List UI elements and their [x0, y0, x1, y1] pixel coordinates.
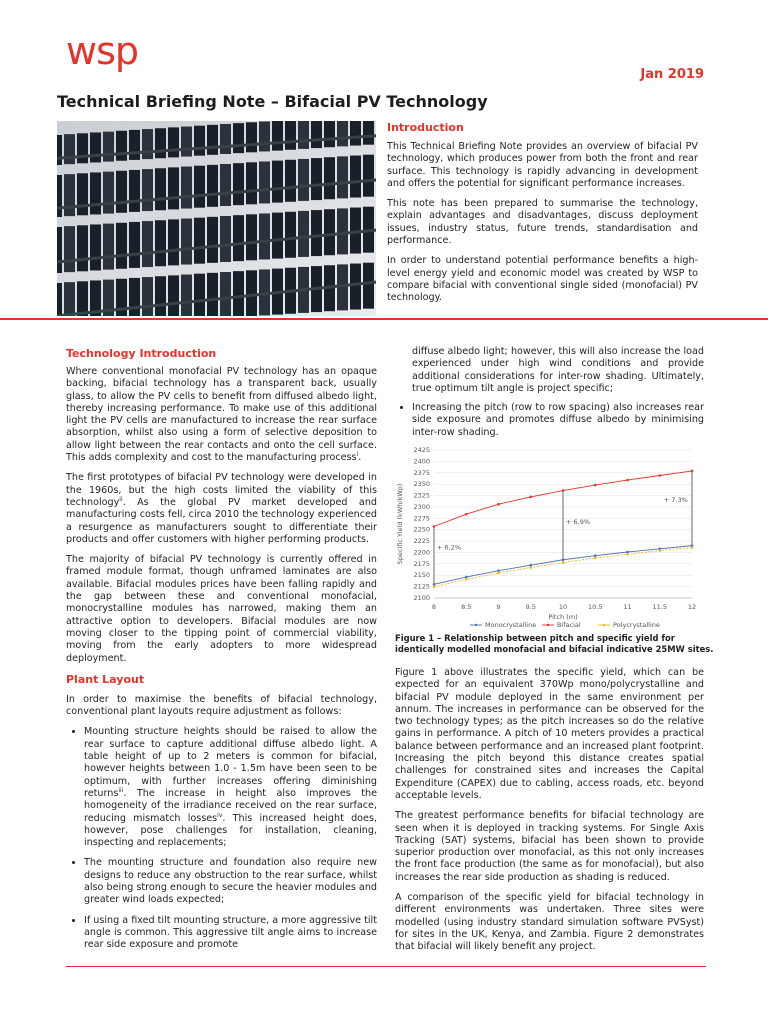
technology-introduction-heading: Technology Introduction [66, 347, 217, 360]
panel-cell [246, 214, 257, 260]
x-tick-label: 11 [623, 603, 632, 611]
y-tick-label: 2400 [413, 457, 430, 466]
panel-cell [129, 278, 140, 316]
panel-cell [311, 158, 322, 200]
data-point-polycrystalline [497, 572, 500, 575]
data-point-monocrystalline [562, 558, 565, 561]
x-tick-label: 8 [431, 603, 437, 611]
panel-cell [207, 217, 218, 263]
panel-cell [337, 156, 348, 198]
y-tick-label: 2150 [413, 571, 430, 580]
data-point-bifacial [562, 489, 565, 492]
data-point-monocrystalline [594, 554, 597, 557]
plant-layout-heading: Plant Layout [66, 672, 145, 686]
panel-cell [298, 211, 309, 257]
panel-cell [103, 224, 114, 270]
data-point-polycrystalline [433, 585, 436, 588]
data-point-bifacial [465, 513, 468, 516]
continuation-paragraph: diffuse albedo light; however, this will also increase the load experienced under high wind conditions and provide additional considerations for inter-row shading. Ultimately, true optimum tilt angle is project specific; [412, 346, 704, 394]
body-paragraph: Figure 1 above illustrates the specific yield, which can be expected for an equivalent 370Wp mono/polycrystalline and bifacial PV module deployed in the same environment per annum. The increases in performance can be observed for the two technology types; as the pitch increases so do the relative gains in performance. A pitch of 10 meters provides a practical balance between performance and an increased plant footprint. Increasing the pitch beyond this distance creates spatial challenges for constrained sites and increases the Capital Expenditure (CAPEX) due to cabling, access roads, etc. beyond acceptable levels. [395, 667, 704, 801]
panel-cell [207, 125, 218, 155]
data-point-polycrystalline [594, 557, 597, 560]
panel-cell [77, 225, 88, 271]
data-point-bifacial [594, 484, 597, 487]
panel-cell [103, 172, 114, 214]
panel-cell [246, 122, 257, 152]
panel-cell [233, 271, 244, 316]
x-tick-label: 12 [687, 603, 697, 611]
data-point-bifacial [691, 470, 694, 473]
panel-cell [142, 277, 153, 316]
panel-cell [272, 161, 283, 203]
data-point-monocrystalline [529, 564, 532, 567]
y-tick-label: 2375 [413, 468, 430, 477]
panel-cell [168, 275, 179, 316]
panel-cell [259, 161, 270, 203]
panel-cell [194, 218, 205, 264]
panel-cell [233, 123, 244, 153]
data-point-polycrystalline [529, 566, 532, 569]
panel-cell [57, 283, 62, 316]
panel-cell [155, 128, 166, 158]
panel-cell [337, 208, 348, 254]
panel-cell [311, 210, 322, 256]
annotation-label: + 7.3% [663, 495, 688, 504]
list-item: • The mounting structure and foundation also require new designs to reduce any obstruction to the rear surface, whilst also being strong enough to secure the heavier modules and greater wind loads expected; [84, 857, 377, 906]
y-tick-label: 2350 [413, 480, 430, 489]
panel-cell [207, 273, 218, 316]
data-point-polycrystalline [626, 553, 629, 556]
introduction-paragraph: This note has been prepared to summarise the technology, explain advantages and disadvantages, discuss deployment issues, industry status, future trends, standardisation and performance. [387, 198, 698, 247]
legend-marker [547, 624, 549, 626]
panel-cell [155, 168, 166, 210]
y-tick-label: 2325 [413, 491, 430, 500]
x-tick-label: 10 [558, 603, 568, 611]
panel-cell [350, 264, 361, 310]
data-point-monocrystalline [497, 569, 500, 572]
panel-cell [298, 121, 309, 149]
body-paragraph: A comparison of the specific yield for bifacial technology in different environments was undertaken. Three sites were modelled (using industry standard simulation software PVSyst) for sites in the UK, Kenya, and Zambia. Figure 2 demonstrates that bifacial will likely benefit any project. [395, 892, 704, 953]
panel-cell [272, 213, 283, 259]
panel-cell [168, 127, 179, 157]
body-paragraph: The greatest performance benefits for bifacial technology are seen when it is deployed in tracking systems. For Single Axis Tracking (SAT) systems, bifacial has been shown to provide superior production over monofacial, as this not only increases the front face production (the same as for monofacial), but also increases the rear side production as shading is reduced. [395, 810, 704, 883]
annotation-label: + 6.2% [437, 543, 462, 552]
panel-cell [103, 132, 114, 162]
svg-text:wsp: wsp [66, 34, 138, 73]
panel-cell [77, 281, 88, 316]
panel-cell [220, 124, 231, 154]
panel-cell [298, 159, 309, 201]
plant-layout-intro: In order to maximise the benefits of bifacial technology, conventional plant layouts require adjustment as follows: [66, 693, 377, 718]
panel-cell [129, 170, 140, 212]
panel-cell [285, 212, 296, 258]
panel-cell [259, 213, 270, 259]
panel-cell [363, 155, 374, 197]
x-tick-label: 10.5 [588, 603, 603, 611]
data-point-monocrystalline [465, 576, 468, 579]
data-point-polycrystalline [691, 546, 694, 549]
introduction-heading: Introduction [387, 121, 464, 134]
panel-cell [324, 121, 335, 147]
panel-cell [220, 272, 231, 316]
wsp-logo [66, 34, 162, 80]
legend-marker [475, 624, 477, 626]
panel-cell [57, 227, 62, 273]
panel-cell [194, 166, 205, 208]
introduction-body [387, 141, 698, 313]
legend-marker [603, 624, 605, 626]
panel-cell [90, 224, 101, 270]
x-tick-label: 9 [496, 603, 501, 611]
panel-cell [142, 129, 153, 159]
page-title: Technical Briefing Note – Bifacial PV Technology [57, 92, 488, 111]
panel-cell [57, 135, 62, 165]
panel-cell [116, 131, 127, 161]
panel-cell [155, 276, 166, 316]
x-axis-label: Pitch (m) [548, 613, 578, 621]
data-point-bifacial [626, 479, 629, 482]
data-point-polycrystalline [465, 578, 468, 581]
data-point-bifacial [529, 496, 532, 499]
panel-cell [207, 165, 218, 207]
tech-intro-paragraph: The first prototypes of bifacial PV technology were developed in the 1960s, but the high costs limited the viability of this technology$^{ii}$. As the global PV market developed and manufacturing costs fell, circa 2010 the technology experienced a resurgence as manufacturers sought to differentiate their products and offer customers with higher performing products. [66, 472, 377, 545]
panel-cell [324, 209, 335, 255]
panel-cell [77, 173, 88, 215]
introduction-paragraph: In order to understand potential performance benefits a high-level energy yield and economic model was created by WSP to compare bifacial with conventional single sided (monofacial) PV technology. [387, 255, 698, 304]
panel-cell [57, 175, 62, 217]
tech-intro-paragraph: The majority of bifacial PV technology is currently offered in framed module format, though unframed laminates are also available. Bifacial modules prices have been falling rapidly and the gap between these and conventional monofacial, monocrystalline modules has narrowed, making them an attractive option to developers. Bifacial modules are now moving closer to the tipping point of commercial viability, moving from the early adopters to more widespread deployment. [66, 554, 377, 664]
data-point-monocrystalline [433, 583, 436, 586]
right-column-top [412, 346, 704, 403]
panel-cell [129, 130, 140, 160]
panel-cell [363, 121, 374, 145]
panel-cell [64, 134, 75, 164]
y-tick-label: 2275 [413, 514, 430, 523]
panel-cell [181, 167, 192, 209]
panel-cell [259, 121, 270, 151]
tech-intro-paragraph: Where conventional monofacial PV technology has an opaque backing, bifacial technology has a transparent back, usually glass, to allow the PV cells to benefit from diffused albedo light, thereby increasing performance. To make use of this additional light the PV cells are manufactured to increase the rear surface absorption, whilst also using a form of selective deposition to allow light between the rear contacts and onto the cell surface. This adds complexity and cost to the manufacturing process$^i$. [66, 366, 377, 464]
panel-cell [194, 126, 205, 156]
y-tick-label: 2225 [413, 537, 430, 546]
panel-cell [90, 132, 101, 162]
legend-label: Bifacial [557, 621, 581, 629]
annotation-label: + 6.9% [566, 517, 591, 526]
data-point-polycrystalline [658, 549, 661, 552]
panel-cell [64, 226, 75, 272]
panel-cell [90, 172, 101, 214]
panel-cell [350, 156, 361, 198]
panel-cell [220, 164, 231, 206]
panel-cell [77, 133, 88, 163]
panel-cell [155, 220, 166, 266]
panel-cell [168, 219, 179, 265]
x-tick-label: 9.5 [525, 603, 536, 611]
legend-label: Monocrystalline [485, 621, 537, 629]
panel-cell [116, 171, 127, 213]
panel-cell [246, 162, 257, 204]
data-point-bifacial [658, 474, 661, 477]
panel-cell [285, 121, 296, 150]
list-item: • Increasing the pitch (row to row spacing) also increases rear side exposure and promotes diffuse albedo by minimising inter-row shading. [412, 402, 704, 439]
data-point-monocrystalline [626, 551, 629, 554]
y-tick-label: 2300 [413, 502, 430, 511]
panel-cell [233, 163, 244, 205]
panel-cell [246, 270, 257, 316]
introduction-paragraph: This Technical Briefing Note provides an overview of bifacial PV technology, which produces power from both the front and rear surface. This technology is rapidly advancing in development and offers the potential for significant performance increases. [387, 141, 698, 189]
panel-cell [64, 174, 75, 216]
y-tick-label: 2100 [413, 594, 430, 602]
data-point-bifacial [433, 525, 436, 528]
list-item: • If using a fixed tilt mounting structure, a more aggressive tilt angle is common. This aggressive tilt angle aims to increase rear side exposure and promote [84, 915, 377, 952]
panel-cell [337, 121, 348, 146]
panel-cell [324, 157, 335, 199]
section-divider [0, 318, 768, 320]
panel-cell [311, 121, 322, 148]
footer-rule [66, 966, 706, 967]
panel-cell [272, 121, 283, 151]
panel-cell [116, 223, 127, 269]
data-point-polycrystalline [562, 561, 565, 564]
y-tick-label: 2250 [413, 525, 430, 534]
y-axis-label: Specific Yield (kWh/kWp) [396, 483, 404, 565]
legend-label: Polycrystalline [613, 621, 660, 629]
y-tick-label: 2175 [413, 559, 430, 568]
panel-cell [129, 222, 140, 268]
panel-cell [194, 274, 205, 316]
panel-cell [142, 169, 153, 211]
panel-cell [142, 221, 153, 267]
pitch-yield-chart [392, 440, 712, 630]
panel-cell [181, 219, 192, 265]
panel-cell [285, 160, 296, 202]
panel-cell [168, 167, 179, 209]
y-tick-label: 2125 [413, 582, 430, 591]
panel-cell [220, 216, 231, 262]
panel-cell [363, 263, 374, 309]
data-point-bifacial [497, 503, 500, 506]
left-column [66, 366, 377, 959]
y-tick-label: 2425 [413, 446, 430, 454]
figure-caption: Figure 1 – Relationship between pitch and specific yield for identically modelled monofacial and bifacial indicative 25MW sites. [395, 633, 714, 654]
panel-cell [233, 215, 244, 261]
x-tick-label: 8.5 [461, 603, 472, 611]
plant-layout-list [66, 726, 377, 951]
list-item: • Mounting structure heights should be raised to allow the rear surface to capture additional diffuse albedo light. A table height of up to 2 meters is common for bifacial, however heights between 1.0 - 1.5m have been seen to be optimum, with further increases offering diminishing returns$^{iii}$. The increase in height also improves the homogeneity of the irradiance received on the rear surface, reducing mismatch losses$^{iv}$. This increased height does, however, pose challenges for installation, cleaning, inspecting and replacements; [84, 726, 377, 849]
x-tick-label: 11.5 [652, 603, 667, 611]
y-tick-label: 2200 [413, 548, 430, 557]
panel-cell [181, 275, 192, 316]
document-date: Jan 2019 [640, 67, 704, 82]
panel-cell [350, 121, 361, 146]
panel-cell [64, 282, 75, 316]
right-column-body [395, 667, 704, 962]
bifacial-panels-photo [57, 121, 376, 316]
panel-cell [181, 127, 192, 157]
